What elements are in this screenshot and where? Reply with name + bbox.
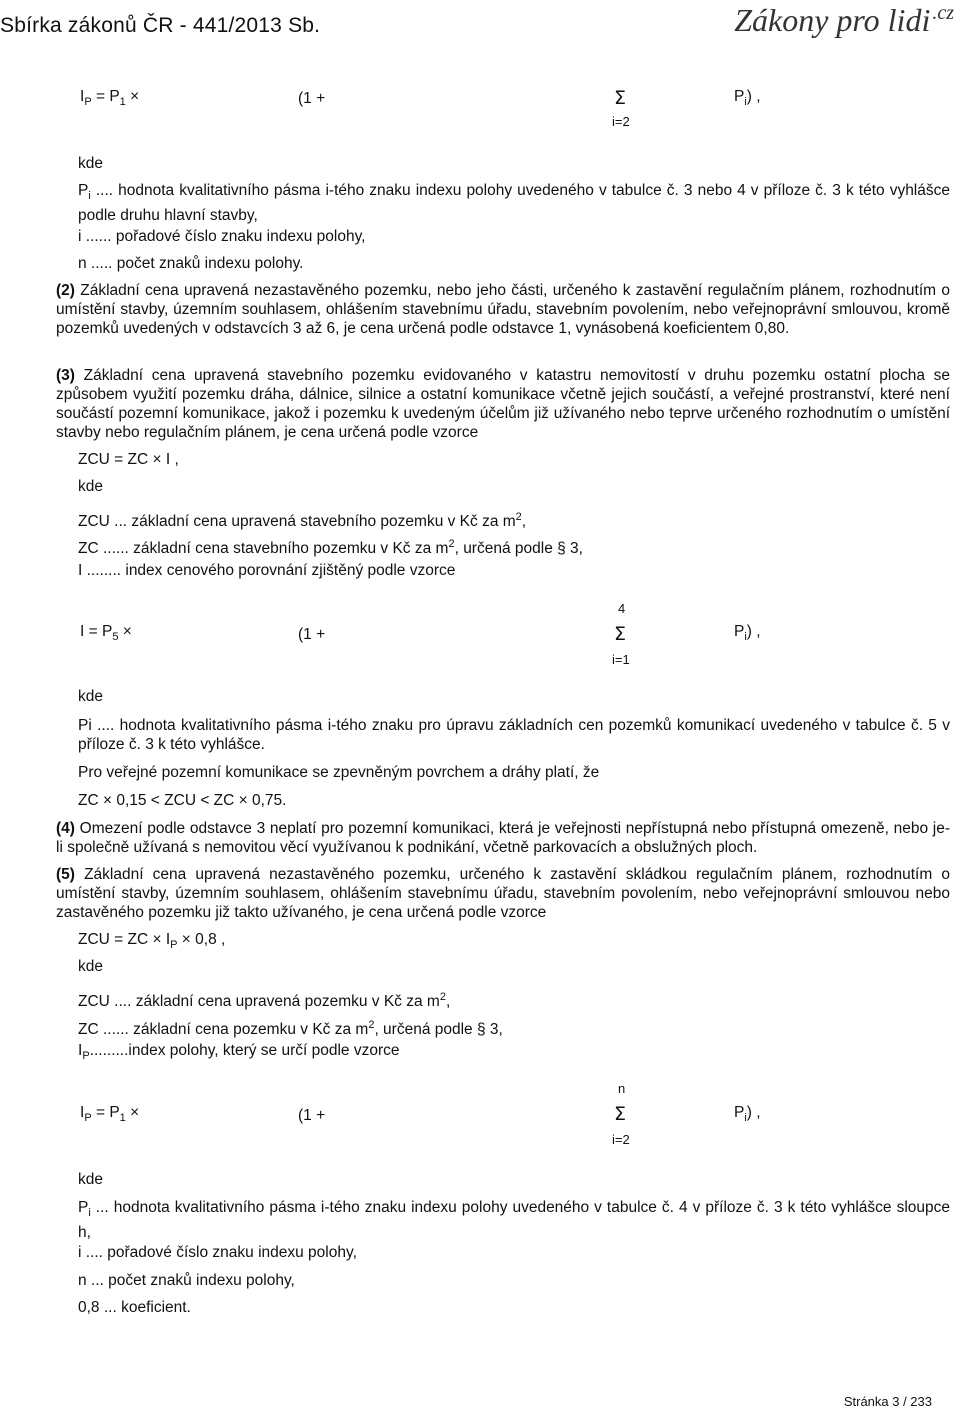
definition-zcu: ZCU .... základní cena upravená pozemku v Kč za $m^2$,	[78, 991, 451, 1010]
definition-zc: ZC ...... základní cena pozemku v Kč za $m^2$, určená podle § 3,	[78, 1019, 503, 1038]
definition-zc: ZC ...... základní cena stavebního pozemku v Kč za $m^2$, určená podle § 3,	[78, 538, 583, 557]
formula-zcu-skladka: ZCU = ZC × $I_P \times 0,8$ ,	[78, 931, 226, 951]
paragraph-4: (4) Omezení podle odstavce 3 neplatí pro pozemní komunikaci, která je veřejnosti nepřístupná nebo přístupná omezeně, nebo je-li společně užívaná s nemovitou věcí využívanou k podnikání, včetně parkovacích a obslužných ploch.	[56, 820, 950, 856]
sigma-symbol: Σ	[614, 1103, 627, 1125]
definition-pi: Pi .... hodnota kvalitativního pásma i-tého znaku pro úpravu základních cen pozemků komunikací uvedeného v tabulce č. 5 v příloze č. 3 k této vyhlášce.	[78, 717, 950, 753]
document-title: Sbírka zákonů ČR - 441/2013 Sb.	[0, 14, 321, 37]
formula-zcu: ZCU = ZC × I ,	[78, 451, 179, 468]
logo-suffix: .cz	[932, 2, 954, 24]
site-logo[interactable]	[734, 2, 954, 39]
definition-pi: $P_i$ .... hodnota kvalitativního pásma i-tého znaku indexu polohy uvedeného v tabulce č. 3 nebo 4 v příloze č. 3 k této vyhlášce podle druhu hlavní stavby,	[78, 182, 950, 224]
kde-label: kde	[78, 1171, 103, 1188]
page-number: Stránka 3 / 233	[843, 1394, 932, 1409]
condition-formula: ZC × 0,15 < ZCU < ZC × 0,75.	[78, 792, 287, 809]
definition-i: i .... pořadové číslo znaku indexu polohy,	[78, 1244, 357, 1261]
paragraph-5: (5) Základní cena upravená nezastavěného pozemku, určeného k zastavění skládkou regulačním plánem, rozhodnutím o umístění stavby, územním souhlasem, ohlášením stavebnímu úřadu, stavebním povolením, nebo veřejnoprávní smlouvou nebo zastavěného pozemku již takto užívaného, je cena určená podle vzorce	[56, 866, 950, 921]
definition-i: i ...... pořadové číslo znaku indexu polohy,	[78, 228, 366, 245]
condition-intro: Pro veřejné pozemní komunikace se zpevněným povrchem a dráhy platí, že	[78, 764, 600, 781]
definition-n: n ..... počet znaků indexu polohy.	[78, 255, 304, 272]
kde-label: kde	[78, 958, 103, 975]
definition-koeficient: 0,8 ... koeficient.	[78, 1299, 191, 1316]
kde-label: kde	[78, 688, 103, 705]
paragraph-3: (3) Základní cena upravená stavebního pozemku evidovaného v katastru nemovitostí v druhu pozemku ostatní plocha se způsobem využití pozemku dráha, dálnice, silnice a ostatní komunikace včetně jejich součástí, a veřejné prostranství, které není součástí pozemní komunikace, jakož i pozemku k uvedeným účelům již užívaného nebo teprve určeného rozhodnutím o umístění stavby nebo regulačním plánem, je cena určená podle vzorce	[56, 367, 950, 441]
logo-text: Zákony pro lidi	[734, 2, 931, 38]
definition-pi: $P_i$ ... hodnota kvalitativního pásma i-tého znaku indexu polohy uvedeného v tabulce č. 4 v příloze č. 3 k této vyhlášce sloupce h,	[78, 1199, 950, 1241]
definition-ip: $I_P.........index$ polohy, který se určí podle vzorce	[78, 1042, 400, 1062]
sigma-symbol: Σ	[614, 87, 627, 109]
paragraph-2: (2) Základní cena upravená nezastavěného pozemku, nebo jeho části, určeného k zastavění regulačním plánem, rozhodnutím o umístění stavby, územním souhlasem, ohlášením stavebnímu úřadu, stavebním povolením, nebo veřejnoprávní smlouvou, kromě pozemků uvedených v odstavcích 3 až 6, je cena určená podle odstavce 1, vynásobená koeficientem 0,80.	[56, 282, 950, 337]
kde-label: kde	[78, 478, 103, 495]
definition-n: n ... počet znaků indexu polohy,	[78, 1272, 295, 1289]
definition-i: I ........ index cenového porovnání zjištěný podle vzorce	[78, 562, 456, 579]
definition-zcu: ZCU ... základní cena upravená stavebního pozemku v Kč za $m^2$,	[78, 511, 527, 530]
kde-label: kde	[78, 155, 103, 172]
sigma-symbol: Σ	[614, 623, 627, 645]
